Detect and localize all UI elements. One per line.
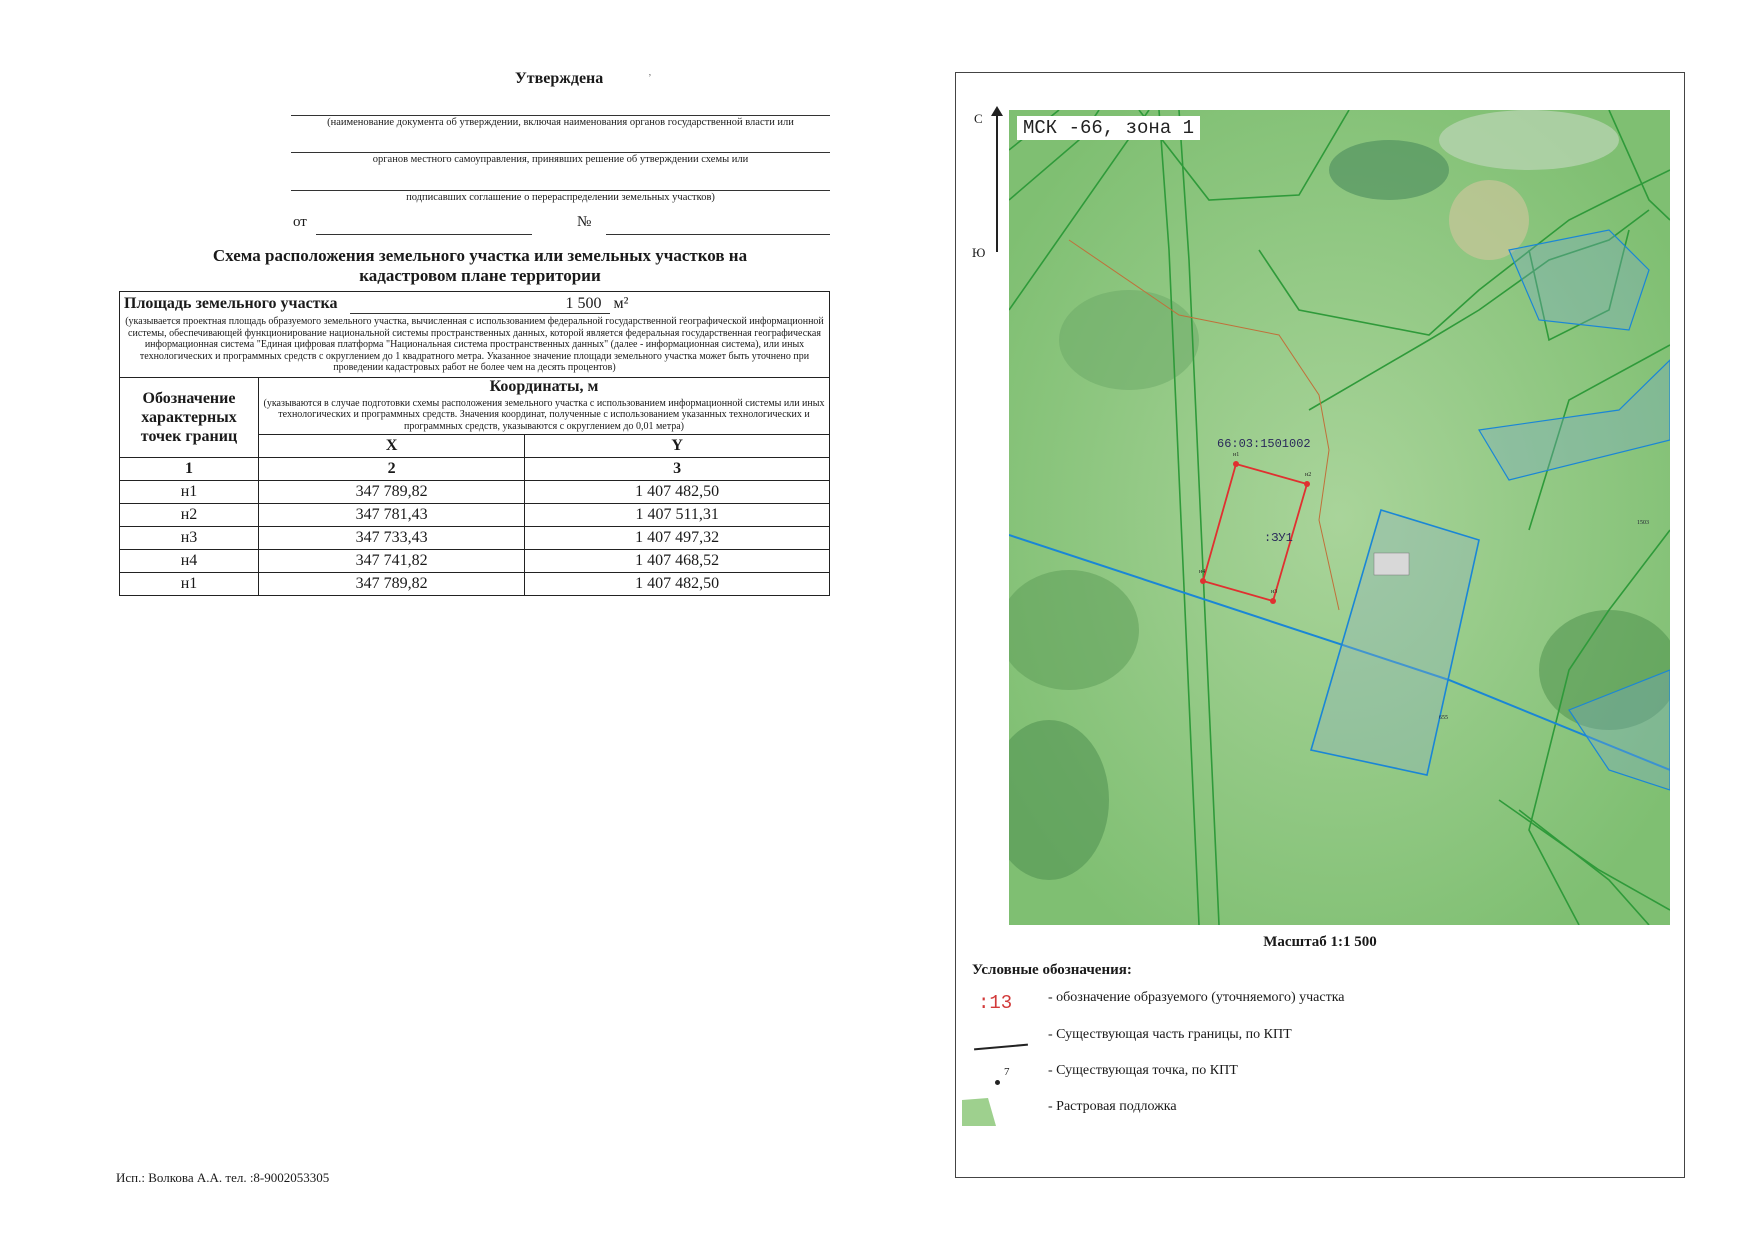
row-point: н1 [120, 573, 259, 596]
approval-caption-3: подписавших соглашение о перераспределении земельных участков) [406, 192, 715, 203]
table-row [120, 481, 830, 504]
number-line [606, 234, 830, 235]
number-label: № [577, 214, 592, 230]
parcel-point-n2[interactable] [1304, 481, 1310, 487]
header-x: X [259, 435, 525, 458]
neighbor-label: 1503 [1637, 520, 1649, 526]
area-value [350, 295, 610, 314]
approval-line-1 [291, 115, 830, 116]
header-coords: Координаты, м [489, 377, 599, 395]
houses-area [1439, 110, 1619, 170]
area-unit: м² [613, 295, 629, 312]
col-number-3: 3 [525, 458, 830, 481]
legend-title: Условные обозначения: [972, 962, 1132, 978]
row-x: 347 733,43 [259, 527, 525, 550]
south-label: Ю [972, 245, 986, 260]
row-x: 347 789,82 [259, 573, 525, 596]
legend-parcel-symbol: :13 [978, 992, 1013, 1014]
legend-line-text: - Существующая часть границы, по КПТ [1048, 1027, 1292, 1042]
map-canvas [1009, 110, 1670, 925]
map-view[interactable] [1009, 110, 1670, 925]
header-y: Y [525, 435, 830, 458]
scheme-title: Схема расположения земельного участка или земельных участков на кадастровом плане территории [212, 246, 748, 285]
parcel-point-n1[interactable] [1233, 461, 1239, 467]
vegetation-patch [1059, 290, 1199, 390]
point-label-n1: н1 [1233, 452, 1240, 458]
approval-line-3 [291, 190, 830, 191]
area-number: 1 500 [565, 295, 602, 312]
row-x: 347 781,43 [259, 504, 525, 527]
approved-title: Утверждена [515, 70, 604, 87]
legend-point-text: - Существующая точка, по КПТ [1048, 1063, 1238, 1078]
table-row [120, 573, 830, 596]
header-points: Обозначение характерных точек границ [120, 377, 259, 458]
row-point: н2 [120, 504, 259, 527]
legend-raster-text: - Растровая подложка [1048, 1099, 1177, 1114]
table-row [120, 550, 830, 573]
north-arrow [996, 112, 998, 252]
raster-swatch [962, 1098, 998, 1128]
date-line [316, 234, 532, 235]
neighbor-label: 655 [1439, 715, 1448, 721]
approval-caption-2: органов местного самоуправления, принявших решение об утверждении схемы или [372, 154, 749, 165]
quarter-label: 66:03:1501002 [1217, 437, 1311, 451]
header-coords-cell [259, 377, 830, 435]
parcel-point-n3[interactable] [1270, 598, 1276, 604]
row-x: 347 741,82 [259, 550, 525, 573]
coordinates-table [119, 291, 830, 596]
legend-point-symbol [995, 1080, 1000, 1085]
legend-point-number: 7 [1004, 1066, 1010, 1078]
north-label: С [974, 111, 983, 126]
table-row [120, 527, 830, 550]
coords-note: (указываются в случае подготовки схемы расположения земельного участка с использованием информационной системы или иных технологических и программных средств. Значения координат, полученные с использованием указанных технологических и программных средств, указываются с округлением до 0,01 метра) [263, 397, 825, 432]
area-label: Площадь земельного участка [124, 295, 338, 312]
point-label-n4: н4 [1199, 569, 1206, 575]
map-scale: Масштаб 1:1 500 [1263, 934, 1377, 950]
legend-parcel-text: - обозначение образуемого (уточняемого) участка [1048, 990, 1345, 1005]
vegetation-patch [1329, 140, 1449, 200]
row-y: 1 407 497,32 [525, 527, 830, 550]
area-note: (указывается проектная площадь образуемого земельного участка, вычисленная с использованием федеральной государственной географической информационной системы, обеспечивающей функционирование национальной системы пространственных данных, которой является федеральная государственная географическая информационная система "Единая цифровая платформа "Национальная система пространственных данных" (далее - информационная система), или иных технологических и программных средств с округлением до 1 квадратного метра. Указанное значение площади земельного участка может быть уточнено при проведении кадастровых работ не более чем на десять процентов) [125, 316, 824, 373]
building [1374, 553, 1409, 575]
date-label: от [293, 214, 307, 230]
row-y: 1 407 482,50 [525, 481, 830, 504]
parcel-label: :ЗУ1 [1264, 531, 1293, 545]
row-point: н1 [120, 481, 259, 504]
point-label-n2: н2 [1305, 472, 1312, 478]
north-arrow-head [991, 106, 1003, 116]
col-number-1: 1 [120, 458, 259, 481]
row-x: 347 789,82 [259, 481, 525, 504]
point-label-n3: н3 [1271, 589, 1278, 595]
row-y: 1 407 511,31 [525, 504, 830, 527]
row-y: 1 407 468,52 [525, 550, 830, 573]
parcel-point-n4[interactable] [1200, 578, 1206, 584]
table-row [120, 504, 830, 527]
col-number-2: 2 [259, 458, 525, 481]
approval-line-2 [291, 152, 830, 153]
tick-mark: ʼ [648, 72, 652, 84]
approval-caption-1: (наименование документа об утверждении, включая наименования органов государственной власти или [327, 117, 794, 128]
crs-label: МСК -66, зона 1 [1017, 116, 1200, 140]
row-y: 1 407 482,50 [525, 573, 830, 596]
row-point: н3 [120, 527, 259, 550]
row-point: н4 [120, 550, 259, 573]
area-cell [120, 292, 830, 378]
executor-contact: Исп.: Волкова А.А. тел. :8-9002053305 [116, 1170, 330, 1185]
